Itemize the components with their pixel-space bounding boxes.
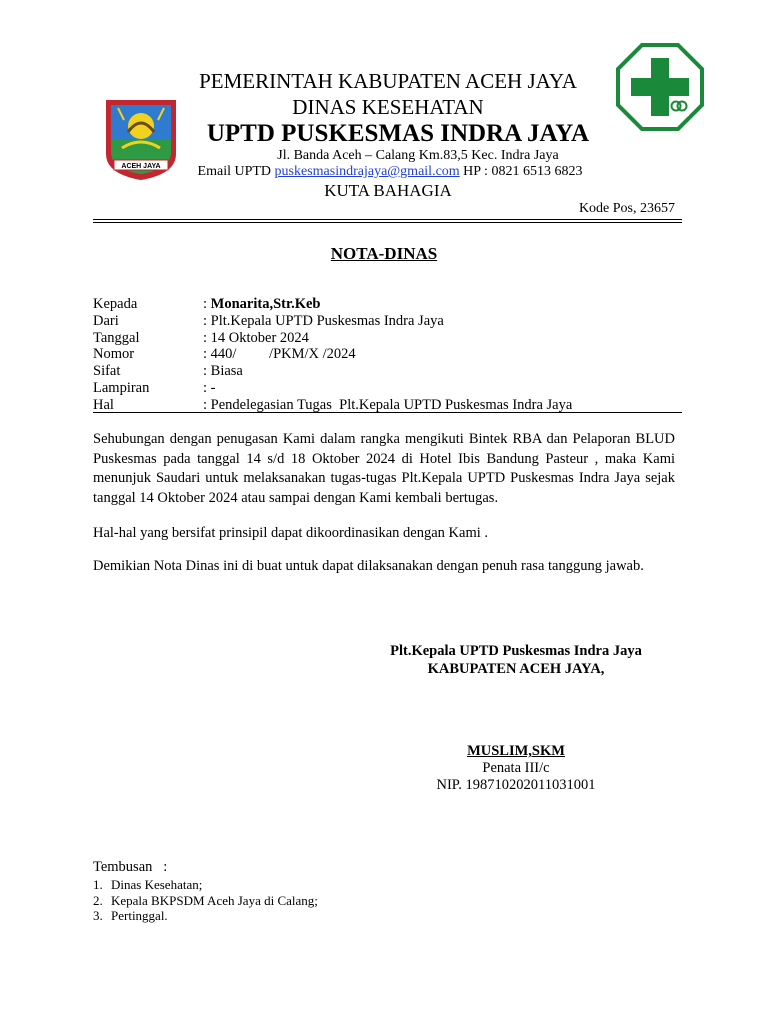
meta-row-dari [93,313,683,330]
meta-divider [93,412,682,413]
letterhead-divider [93,219,682,220]
meta-value: : Pendelegasian Tugas Plt.Kepala UPTD Puskesmas Indra Jaya [203,396,573,413]
meta-label: Dari [93,312,119,329]
signatory-rank: Penata III/c [482,760,550,776]
letterhead-divider-inner [93,222,682,223]
meta-row-lampiran [93,380,683,397]
letterhead-government: PEMERINTAH KABUPATEN ACEH JAYA [199,69,577,93]
letterhead-address: Jl. Banda Aceh – Calang Km.83,5 Kec. Indra Jaya [277,148,559,163]
recipient-name: Monarita,Str.Keb [210,296,321,312]
email-label: Email UPTD [197,164,275,179]
meta-label: Lampiran [93,379,150,396]
meta-value: : - [203,379,216,396]
signatory-name: MUSLIM,SKM [467,743,565,759]
letterhead-unit: UPTD PUSKESMAS INDRA JAYA [206,120,590,147]
meta-label: Hal [93,396,114,413]
list-item: 1. Dinas Kesehatan; [93,877,203,892]
meta-row-tanggal [93,330,683,347]
meta-label: Sifat [93,363,121,380]
cc-heading: Tembusan : [93,859,168,875]
list-item: 2. Kepala BKPSDM Aceh Jaya di Calang; [93,892,318,908]
meta-label: Nomor [93,346,135,363]
memo-meta [93,296,683,414]
list-item: 3. Pertinggal. [93,908,168,923]
body-paragraph: Hal-hal yang bersifat prinsipil dapat dikoordinasikan dengan Kami . [93,525,489,541]
meta-value: : Biasa [203,363,243,380]
signatory-title: Plt.Kepala UPTD Puskesmas Indra Jaya [390,643,642,659]
letterhead-department: DINAS KESEHATAN [292,95,484,119]
emblem-text: ACEH JAYA [121,163,161,170]
meta-value: : Plt.Kepala UPTD Puskesmas Indra Jaya [203,312,444,329]
body-paragraph: Demikian Nota Dinas ini di buat untuk dapat dilaksanakan dengan penuh rasa tanggung jawab. [93,558,644,574]
cc-list [93,877,318,924]
meta-value: : 440/ /PKM/X /2024 [203,346,356,363]
meta-value: : Monarita,Str.Keb [203,296,321,312]
signatory-region: KABUPATEN ACEH JAYA, [427,661,605,677]
postal-code: Kode Pos, 23657 [578,201,675,216]
meta-row-kepada [93,296,683,313]
signatory-nip: NIP. 198710202011031001 [436,777,596,793]
phone-number: HP : 0821 6513 6823 [459,164,583,179]
email-link[interactable]: puskesmasindrajaya@gmail.com [274,164,460,179]
body-paragraph: Sehubungan dengan penugasan Kami dalam rangka mengikuti Bintek RBA dan Pelaporan BLUD Puskesmas pada tanggal 14 s/d 18 Oktober 2024 di Hotel Ibis Bandung Pasteur , maka Kami menunjuk Saudari untuk melaksanakan tugas-tugas Plt.Kepala UPTD Puskesmas Indra Jaya sejak tanggal 14 Oktober 2024 atau sampai dengan Kami kembali bertugas. [93,431,675,506]
meta-label: Tanggal [93,329,140,346]
letterhead-city: KUTA BAHAGIA [324,181,452,200]
document-title: NOTA-DINAS [330,244,438,263]
letterhead-contact [120,163,660,181]
meta-row-sifat [93,363,683,380]
meta-row-nomor [93,346,683,363]
meta-label: Kepada [93,296,138,312]
meta-value: : 14 Oktober 2024 [203,329,309,346]
